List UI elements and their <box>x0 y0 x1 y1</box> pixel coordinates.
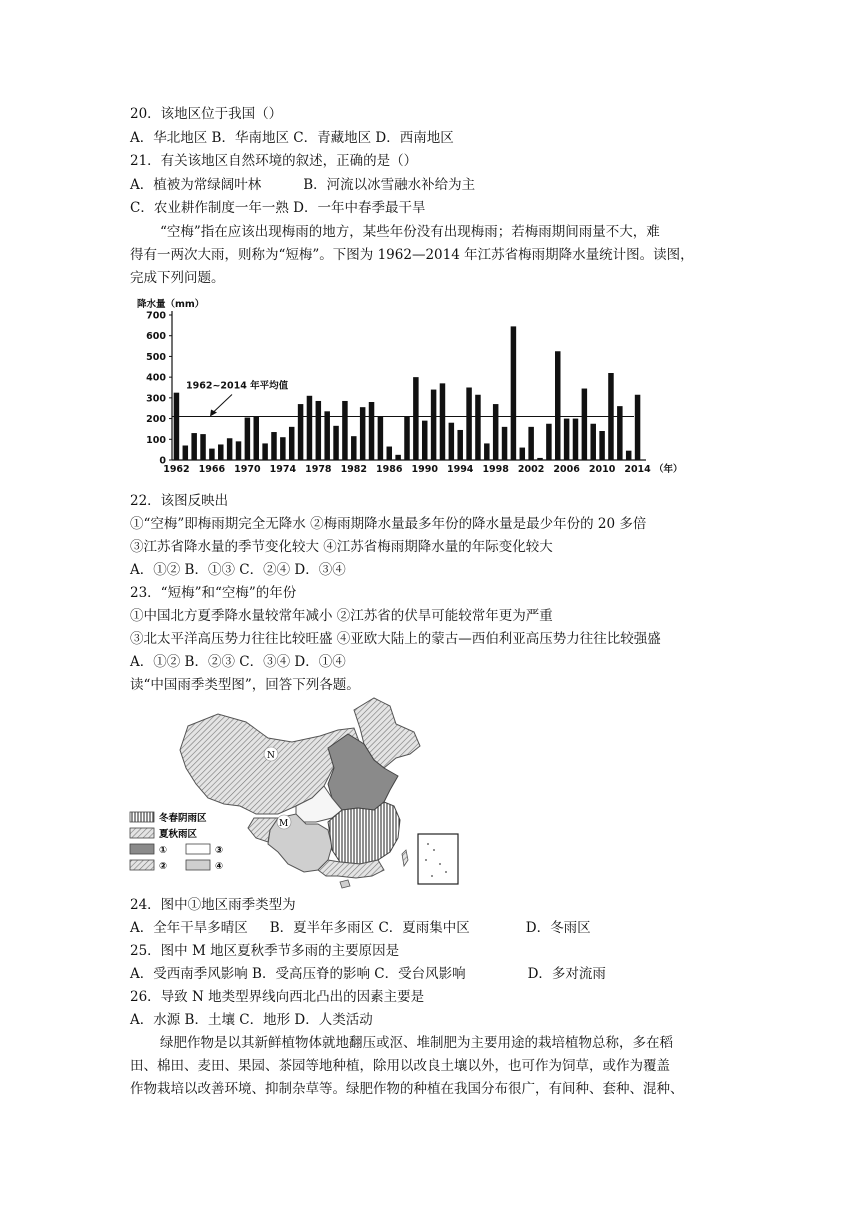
x-tick-label: 1966 <box>198 464 226 473</box>
south-china-sea-inset <box>418 834 458 884</box>
y-axis-label: 降水量（mm） <box>137 299 205 310</box>
x-tick-label: 1998 <box>482 464 509 473</box>
bar-1990 <box>422 421 427 460</box>
bar-1979 <box>324 411 329 460</box>
bar-2006 <box>564 419 569 460</box>
passage-line-2: 得有一两次大雨，则称为“短梅”。下图为 1962—2014 年江苏省梅雨期降水量统计图。读图， <box>130 247 694 263</box>
bar-2008 <box>582 389 587 460</box>
bar-2014 <box>635 395 640 460</box>
x-tick-label: 2014 <box>624 464 651 473</box>
bar-1986 <box>387 447 392 460</box>
q24-stem: 24．图中①地区雨季类型为 <box>130 897 296 913</box>
bar-1992 <box>440 383 445 460</box>
china-rain-season-map <box>128 694 468 890</box>
q23-stem: 23．“短梅”和“空梅”的年份 <box>130 585 297 601</box>
q25-option-abc: A．受西南季风影响 B．受高压脊的影响 C．受台风影响 <box>130 966 466 982</box>
x-tick-label: 1986 <box>376 464 403 473</box>
bar-1998 <box>493 404 498 460</box>
q22-stem: 22．该图反映出 <box>130 493 229 509</box>
passage2-line-1: 绿肥作物是以其新鲜植物体就地翻压或沤、堆制肥为主要用途的栽培植物总称，多在稻 <box>160 1035 673 1051</box>
bar-1983 <box>360 407 365 460</box>
q21-stem: 21．有关该地区自然环境的叙述，正确的是（） <box>130 153 418 169</box>
bar-1977 <box>307 396 312 460</box>
legend-4-swatch <box>186 860 210 870</box>
passage-line-3: 完成下列问题。 <box>130 270 225 286</box>
q22-statements-1: ①“空梅”即梅雨期完全无降水 ②梅雨期降水量最多年份的降水量是最少年份的 20 多倍 <box>130 516 647 532</box>
bar-1971 <box>253 417 258 461</box>
bar-2010 <box>599 431 604 460</box>
q21-option-b: B．河流以冰雪融水补给为主 <box>303 177 476 193</box>
bar-2012 <box>617 406 622 460</box>
q22-statements-2: ③江苏省降水量的季节变化较大 ④江苏省梅雨期降水量的年际变化较大 <box>130 539 553 555</box>
bar-1996 <box>475 395 480 460</box>
bar-1987 <box>395 455 400 460</box>
bar-1963 <box>183 446 188 461</box>
bar-2000 <box>511 326 516 460</box>
mean-annotation: 1962~2014 年平均值 <box>186 380 289 392</box>
q25-stem: 25．图中 M 地区夏秋季节多雨的主要原因是 <box>130 943 400 959</box>
q21-options-cd: C．农业耕作制度一年一熟 D．一年中春季最干旱 <box>130 200 426 216</box>
q21-option-a: A．植被为常绿阔叶林 <box>130 177 262 193</box>
bar-1993 <box>449 423 454 460</box>
bar-1994 <box>457 430 462 460</box>
bar-1974 <box>280 437 285 460</box>
bar-1999 <box>502 427 507 460</box>
q24-option-bc: B．夏半年多雨区 C．夏雨集中区 <box>269 920 470 936</box>
q24-option-a: A．全年干旱多晴区 <box>130 920 248 936</box>
legend-2-swatch <box>130 860 154 870</box>
bar-1989 <box>413 377 418 460</box>
x-tick-label: 1982 <box>340 464 368 473</box>
x-tick-label: 2006 <box>553 464 580 473</box>
q25-options <box>130 964 606 984</box>
bar-1966 <box>209 449 214 460</box>
y-tick-label: 200 <box>146 414 166 426</box>
annotation-arrowhead <box>210 410 217 417</box>
y-tick-label: 100 <box>146 434 166 446</box>
bar-1969 <box>236 441 241 460</box>
legend-winter-label: 冬春阴雨区 <box>159 813 207 824</box>
bar-1991 <box>431 390 436 460</box>
passage2-line-3: 作物栽培以改善环境、抑制杂草等。绿肥作物的种植在我国分布很广，有间种、套种、混种、 <box>130 1081 684 1097</box>
bar-1976 <box>298 404 303 460</box>
bar-1965 <box>200 434 205 460</box>
bar-1980 <box>333 426 338 460</box>
q20-options: A．华北地区 B．华南地区 C．青藏地区 D．西南地区 <box>130 130 454 146</box>
q26-options: A．水源 B．土壤 C．地形 D．人类活动 <box>130 1012 373 1028</box>
bar-2005 <box>555 351 560 460</box>
q22-options: A．①② B．①③ C．②④ D．③④ <box>130 562 346 578</box>
q23-statements-2: ③北太平洋高压势力往往比较旺盛 ④亚欧大陆上的蒙古—西伯利亚高压势力往往比较强盛 <box>130 631 661 647</box>
legend-2-label: ② <box>159 861 168 872</box>
bar-2001 <box>520 448 525 460</box>
legend-summer-swatch <box>130 828 154 838</box>
legend-3-label: ③ <box>215 845 224 856</box>
legend-summer-label: 夏秋雨区 <box>159 829 198 840</box>
q20-stem: 20．该地区位于我国（） <box>130 106 283 122</box>
bar-2009 <box>590 424 595 460</box>
bar-1964 <box>191 433 196 460</box>
bar-1962 <box>174 393 179 460</box>
q21-options-ab <box>130 175 475 195</box>
x-tick-label: 1970 <box>234 464 261 473</box>
q23-options: A．①② B．②③ C．③④ D．①④ <box>130 654 346 670</box>
x-tick-label: 1994 <box>446 464 474 473</box>
bar-1972 <box>262 443 267 460</box>
x-axis-unit: （年） <box>654 464 683 473</box>
legend-winter-swatch <box>130 812 154 822</box>
q26-stem: 26．导致 N 地类型界线向西北凸出的因素主要是 <box>130 989 425 1005</box>
x-tick-label: 2002 <box>517 464 545 473</box>
q24-options <box>130 918 591 938</box>
label-n: N <box>267 751 275 761</box>
bar-2002 <box>528 427 533 460</box>
bar-1978 <box>316 401 321 460</box>
rainfall-bar-chart <box>127 293 697 473</box>
q24-option-d: D．冬雨区 <box>525 920 591 936</box>
x-tick-label: 1974 <box>269 464 297 473</box>
y-tick-label: 300 <box>146 393 166 405</box>
bar-1982 <box>351 436 356 460</box>
region-south-coast <box>318 860 384 878</box>
y-tick-label: 0 <box>159 455 166 467</box>
y-tick-label: 600 <box>146 331 166 343</box>
q25-option-d: D．多对流雨 <box>527 966 606 982</box>
y-tick-label: 500 <box>146 351 166 363</box>
bar-1984 <box>369 402 374 460</box>
hainan-island <box>340 880 350 888</box>
map-legend <box>130 812 223 872</box>
bar-1967 <box>218 444 223 460</box>
bar-1968 <box>227 438 232 460</box>
legend-1-label: ① <box>159 845 168 856</box>
x-tick-label: 2010 <box>588 464 616 473</box>
map-intro: 读“中国雨季类型图”，回答下列各题。 <box>130 677 360 693</box>
bar-1981 <box>342 401 347 460</box>
legend-3-swatch <box>186 844 210 854</box>
label-m: M <box>279 819 289 829</box>
bar-2004 <box>546 424 551 460</box>
bar-1975 <box>289 427 294 460</box>
bar-1985 <box>378 417 383 461</box>
y-tick-label: 400 <box>146 372 166 384</box>
x-tick-label: 1990 <box>411 464 438 473</box>
bar-1997 <box>484 443 489 460</box>
legend-4-label: ④ <box>215 861 224 872</box>
x-tick-label: 1978 <box>305 464 332 473</box>
bar-2013 <box>626 451 631 460</box>
passage-line-1: “空梅”指在应该出现梅雨的地方，某些年份没有出现梅雨；若梅雨期间雨量不大，难 <box>160 224 660 240</box>
bar-1973 <box>271 432 276 460</box>
bar-1988 <box>404 417 409 461</box>
passage2-line-2: 田、棉田、麦田、果园、茶园等地种植，除用以改良土壤以外，也可作为饲草，或作为覆盖 <box>130 1058 670 1074</box>
bar-1995 <box>466 388 471 461</box>
q23-statements-1: ①中国北方夏季降水量较常年减小 ②江苏省的伏旱可能较常年更为严重 <box>130 608 553 624</box>
x-tick-label: 1962 <box>163 464 190 473</box>
legend-1-swatch <box>130 844 154 854</box>
taiwan-island <box>402 850 408 866</box>
annotation-arrow <box>213 395 232 413</box>
bar-1970 <box>245 418 250 460</box>
bar-2007 <box>573 419 578 460</box>
y-tick-label: 700 <box>146 310 166 322</box>
